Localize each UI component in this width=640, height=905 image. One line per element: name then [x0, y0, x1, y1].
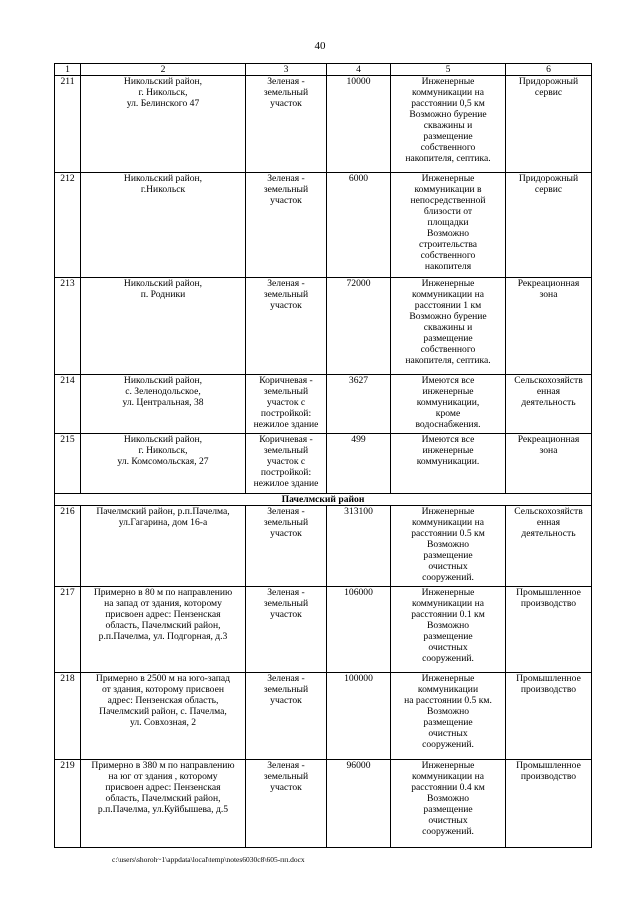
infrastructure-cell-line: Возможно — [426, 539, 470, 550]
land-use-cell-line: производство — [520, 771, 577, 782]
infrastructure-cell-line: площадки — [427, 217, 469, 228]
area-cell: 313100 — [327, 506, 391, 587]
location-cell-line: г.Никольск — [140, 184, 186, 195]
infrastructure-cell-line: Возможно — [426, 228, 470, 239]
category-cell-line: участок с — [266, 456, 306, 467]
land-use-cell — [506, 760, 592, 848]
infrastructure-cell-line: коммуникации на — [412, 87, 484, 98]
location-cell-line: Никольский район, — [123, 76, 203, 87]
infrastructure-cell-line: размещение — [423, 804, 473, 815]
row-number-cell: 214 — [55, 375, 81, 434]
infrastructure-cell-line: сооружений. — [422, 572, 474, 583]
category-cell-line: участок — [270, 609, 302, 620]
land-use-cell-line: енная — [536, 517, 561, 528]
land-use-cell-line: зона — [539, 289, 558, 300]
category-cell-line: земельный — [263, 517, 309, 528]
infrastructure-cell-line: близости от — [423, 206, 473, 217]
location-cell — [81, 506, 246, 587]
land-use-cell-line: производство — [520, 684, 577, 695]
category-cell — [246, 278, 327, 375]
location-cell-line: Пачелмский район, с. Пачелма, — [99, 706, 227, 717]
land-use-cell-line: Сельскохозяйств — [514, 375, 583, 386]
infrastructure-cell-line: Возможно — [426, 793, 470, 804]
row-number-cell: 217 — [55, 587, 81, 673]
category-cell-line: нежилое здание — [253, 419, 319, 430]
area-cell: 499 — [327, 434, 391, 494]
category-cell-line: земельный — [263, 684, 309, 695]
land-use-cell-line: Сельскохозяйств — [514, 506, 583, 517]
land-use-cell — [506, 673, 592, 760]
area-cell: 10000 — [327, 76, 391, 173]
location-cell-line: область, Пачелмский район, — [105, 793, 221, 804]
category-cell-line: участок с — [266, 397, 306, 408]
header-cell: 1 — [55, 64, 81, 76]
infrastructure-cell — [391, 760, 506, 848]
category-cell-line: Зеленая - — [267, 76, 305, 87]
category-cell — [246, 173, 327, 278]
infrastructure-cell — [391, 673, 506, 760]
infrastructure-cell-line: коммуникации на — [412, 771, 484, 782]
land-use-cell-line: сервис — [534, 184, 563, 195]
row-number-cell: 212 — [55, 173, 81, 278]
category-cell-line: земельный — [263, 386, 309, 397]
table-row — [55, 587, 592, 673]
infrastructure-cell-line: на расстоянии 0.5 км. — [404, 695, 492, 706]
infrastructure-cell-line: накопителя, септика. — [405, 153, 491, 164]
land-use-cell — [506, 278, 592, 375]
category-cell-line: земельный — [263, 289, 309, 300]
row-number-cell: 219 — [55, 760, 81, 848]
infrastructure-cell-line: накопителя — [424, 261, 472, 272]
infrastructure-cell-line: расстоянии 0.1 км — [411, 609, 485, 620]
infrastructure-cell-line: размещение — [423, 550, 473, 561]
location-cell-line: присвоен адрес: Пензенская — [105, 609, 221, 620]
infrastructure-cell-line: коммуникации. — [416, 456, 480, 467]
infrastructure-cell-line: строительства — [418, 239, 478, 250]
location-cell — [81, 760, 246, 848]
infrastructure-cell-line: очистных — [428, 815, 468, 826]
header-row — [55, 64, 592, 76]
land-use-cell — [506, 587, 592, 673]
location-cell — [81, 278, 246, 375]
infrastructure-cell — [391, 434, 506, 494]
header-cell: 4 — [327, 64, 391, 76]
infrastructure-cell-line: расстоянии 0.4 км — [411, 782, 485, 793]
infrastructure-cell-line: коммуникации на — [412, 289, 484, 300]
infrastructure-cell-line: коммуникации, — [416, 397, 480, 408]
category-cell-line: Зеленая - — [267, 760, 305, 771]
table-row — [55, 760, 592, 848]
infrastructure-cell-line: коммуникации в — [414, 184, 482, 195]
land-use-cell-line: сервис — [534, 87, 563, 98]
infrastructure-cell — [391, 587, 506, 673]
infrastructure-cell-line: размещение — [423, 631, 473, 642]
category-cell-line: земельный — [263, 184, 309, 195]
location-cell-line: Никольский район, — [123, 434, 203, 445]
category-cell-line: постройкой: — [260, 467, 312, 478]
land-use-cell-line: Придорожный — [518, 173, 579, 184]
area-cell: 100000 — [327, 673, 391, 760]
infrastructure-cell-line: очистных — [428, 561, 468, 572]
row-number-cell: 211 — [55, 76, 81, 173]
location-cell-line: на юг от здания , которому — [108, 771, 218, 782]
infrastructure-cell-line: собственного — [420, 250, 476, 261]
category-cell — [246, 76, 327, 173]
location-cell — [81, 173, 246, 278]
location-cell — [81, 673, 246, 760]
land-use-cell-line: Промышленное — [516, 587, 581, 598]
header-cell: 5 — [391, 64, 506, 76]
table-row — [55, 173, 592, 278]
location-cell-line: ул. Центральная, 38 — [122, 397, 204, 408]
page-number: 40 — [314, 40, 326, 52]
category-cell — [246, 673, 327, 760]
land-use-cell-line: Промышленное — [516, 673, 581, 684]
category-cell-line: постройкой: — [260, 408, 312, 419]
infrastructure-cell — [391, 278, 506, 375]
table-row — [55, 375, 592, 434]
infrastructure-cell-line: Возможно — [426, 706, 470, 717]
category-cell-line: земельный — [263, 87, 309, 98]
location-cell-line: ул. Комсомольская, 27 — [117, 456, 209, 467]
location-cell-line: присвоен адрес: Пензенская — [105, 782, 221, 793]
location-cell-line: Примерно в 380 м по направлению — [91, 760, 235, 771]
location-cell — [81, 587, 246, 673]
land-use-cell-line: енная — [536, 386, 561, 397]
infrastructure-cell-line: Имеются все — [421, 375, 475, 386]
category-cell-line: земельный — [263, 445, 309, 456]
table-row — [55, 278, 592, 375]
category-cell-line: участок — [270, 528, 302, 539]
header-cell: 6 — [506, 64, 592, 76]
area-cell: 96000 — [327, 760, 391, 848]
table-row — [55, 673, 592, 760]
infrastructure-cell-line: Инженерные — [421, 587, 475, 598]
infrastructure-cell-line: Возможно бурение — [409, 311, 487, 322]
infrastructure-cell-line: Инженерные — [421, 506, 475, 517]
location-cell-line: р.п.Пачелма, ул.Куйбышева, д.5 — [97, 804, 229, 815]
location-cell-line: п. Родники — [140, 289, 186, 300]
land-use-cell — [506, 173, 592, 278]
location-cell-line: г. Никольск, — [138, 445, 188, 456]
land-use-cell — [506, 506, 592, 587]
land-use-cell-line: Рекреационная — [517, 434, 580, 445]
infrastructure-cell-line: Инженерные — [421, 173, 475, 184]
category-cell-line: Зеленая - — [267, 587, 305, 598]
category-cell — [246, 587, 327, 673]
land-use-cell-line: Рекреационная — [517, 278, 580, 289]
header-cell: 2 — [81, 64, 246, 76]
location-cell-line: Примерно в 2500 м на юго-запад — [95, 673, 231, 684]
category-cell — [246, 375, 327, 434]
row-number-cell: 215 — [55, 434, 81, 494]
section-title: Пачелмский район — [55, 494, 592, 506]
infrastructure-cell-line: накопителя, септика. — [405, 355, 491, 366]
row-number-cell: 216 — [55, 506, 81, 587]
location-cell-line: адрес: Пензенская область, — [107, 695, 219, 706]
location-cell-line: ул. Совхозная, 2 — [129, 717, 197, 728]
area-cell: 3627 — [327, 375, 391, 434]
location-cell-line: Никольский район, — [123, 278, 203, 289]
location-cell-line: Никольский район, — [123, 173, 203, 184]
infrastructure-cell-line: размещение — [423, 131, 473, 142]
area-cell: 6000 — [327, 173, 391, 278]
location-cell-line: Никольский район, — [123, 375, 203, 386]
land-use-cell-line: Промышленное — [516, 760, 581, 771]
land-use-cell — [506, 375, 592, 434]
category-cell-line: Зеленая - — [267, 673, 305, 684]
infrastructure-cell — [391, 173, 506, 278]
infrastructure-cell-line: очистных — [428, 642, 468, 653]
infrastructure-cell-line: Инженерные — [421, 76, 475, 87]
land-use-cell-line: производство — [520, 598, 577, 609]
location-cell-line: область, Пачелмский район, — [105, 620, 221, 631]
infrastructure-cell-line: очистных — [428, 728, 468, 739]
location-cell-line: на запад от здания, которому — [104, 598, 222, 609]
location-cell-line: р.п.Пачелма, ул. Подгорная, д.3 — [98, 631, 228, 642]
category-cell-line: нежилое здание — [253, 478, 319, 489]
category-cell-line: земельный — [263, 771, 309, 782]
infrastructure-cell-line: Возможно бурение — [409, 109, 487, 120]
infrastructure-cell-line: коммуникации — [417, 684, 479, 695]
infrastructure-cell-line: Возможно — [426, 620, 470, 631]
infrastructure-cell-line: водоснабжения. — [415, 419, 481, 430]
category-cell-line: участок — [270, 300, 302, 311]
infrastructure-cell-line: расстоянии 0,5 км — [411, 98, 485, 109]
infrastructure-cell — [391, 76, 506, 173]
category-cell-line: Коричневая - — [259, 434, 313, 445]
area-cell: 106000 — [327, 587, 391, 673]
category-cell-line: Зеленая - — [267, 278, 305, 289]
land-use-cell-line: Придорожный — [518, 76, 579, 87]
infrastructure-cell-line: собственного — [420, 344, 476, 355]
infrastructure-cell-line: инженерные — [422, 386, 474, 397]
row-number-cell: 213 — [55, 278, 81, 375]
location-cell-line: г. Никольск, — [138, 87, 188, 98]
category-cell-line: участок — [270, 195, 302, 206]
file-path-footer: c:\users\shoroh~1\appdata\local\temp\notes6030c8\605-пп.docx — [112, 855, 305, 864]
category-cell — [246, 760, 327, 848]
infrastructure-cell-line: инженерные — [422, 445, 474, 456]
location-cell-line: с. Зеленодольское, — [125, 386, 201, 397]
category-cell-line: Коричневая - — [259, 375, 313, 386]
category-cell-line: участок — [270, 695, 302, 706]
location-cell — [81, 76, 246, 173]
category-cell — [246, 506, 327, 587]
land-use-cell-line: зона — [539, 445, 558, 456]
land-plots-table — [54, 63, 592, 848]
infrastructure-cell — [391, 375, 506, 434]
infrastructure-cell-line: непосредственной — [410, 195, 486, 206]
land-use-cell — [506, 434, 592, 494]
infrastructure-cell-line: Инженерные — [421, 760, 475, 771]
land-use-cell-line: деятельность — [521, 528, 576, 539]
location-cell — [81, 434, 246, 494]
infrastructure-cell — [391, 506, 506, 587]
infrastructure-cell-line: размещение — [423, 333, 473, 344]
infrastructure-cell-line: размещение — [423, 717, 473, 728]
header-cell: 3 — [246, 64, 327, 76]
category-cell — [246, 434, 327, 494]
location-cell — [81, 375, 246, 434]
infrastructure-cell-line: Инженерные — [421, 278, 475, 289]
location-cell-line: ул.Гагарина, дом 16-а — [118, 517, 208, 528]
section-row — [55, 494, 592, 506]
area-cell: 72000 — [327, 278, 391, 375]
location-cell-line: Пачелмский район, р.п.Пачелма, — [96, 506, 230, 517]
location-cell-line: от здания, которому присвоен — [102, 684, 224, 695]
infrastructure-cell-line: коммуникации на — [412, 598, 484, 609]
infrastructure-cell-line: сооружений. — [422, 653, 474, 664]
table-row — [55, 434, 592, 494]
location-cell-line: ул. Белинского 47 — [126, 98, 200, 109]
category-cell-line: участок — [270, 98, 302, 109]
infrastructure-cell-line: Инженерные — [421, 673, 475, 684]
category-cell-line: Зеленая - — [267, 506, 305, 517]
infrastructure-cell-line: расстоянии 0.5 км — [411, 528, 485, 539]
infrastructure-cell-line: сооружений. — [422, 826, 474, 837]
infrastructure-cell-line: сооружений. — [422, 739, 474, 750]
location-cell-line: Примерно в 80 м по направлению — [93, 587, 233, 598]
infrastructure-cell-line: собственного — [420, 142, 476, 153]
infrastructure-cell-line: скважины и — [423, 322, 473, 333]
land-use-cell-line: деятельность — [521, 397, 576, 408]
infrastructure-cell-line: кроме — [435, 408, 461, 419]
infrastructure-cell-line: скважины и — [423, 120, 473, 131]
category-cell-line: Зеленая - — [267, 173, 305, 184]
table-row — [55, 506, 592, 587]
infrastructure-cell-line: коммуникации на — [412, 517, 484, 528]
row-number-cell: 218 — [55, 673, 81, 760]
category-cell-line: участок — [270, 782, 302, 793]
infrastructure-cell-line: расстоянии 1 км — [414, 300, 482, 311]
infrastructure-cell-line: Имеются все — [421, 434, 475, 445]
category-cell-line: земельный — [263, 598, 309, 609]
table-row — [55, 76, 592, 173]
land-use-cell — [506, 76, 592, 173]
